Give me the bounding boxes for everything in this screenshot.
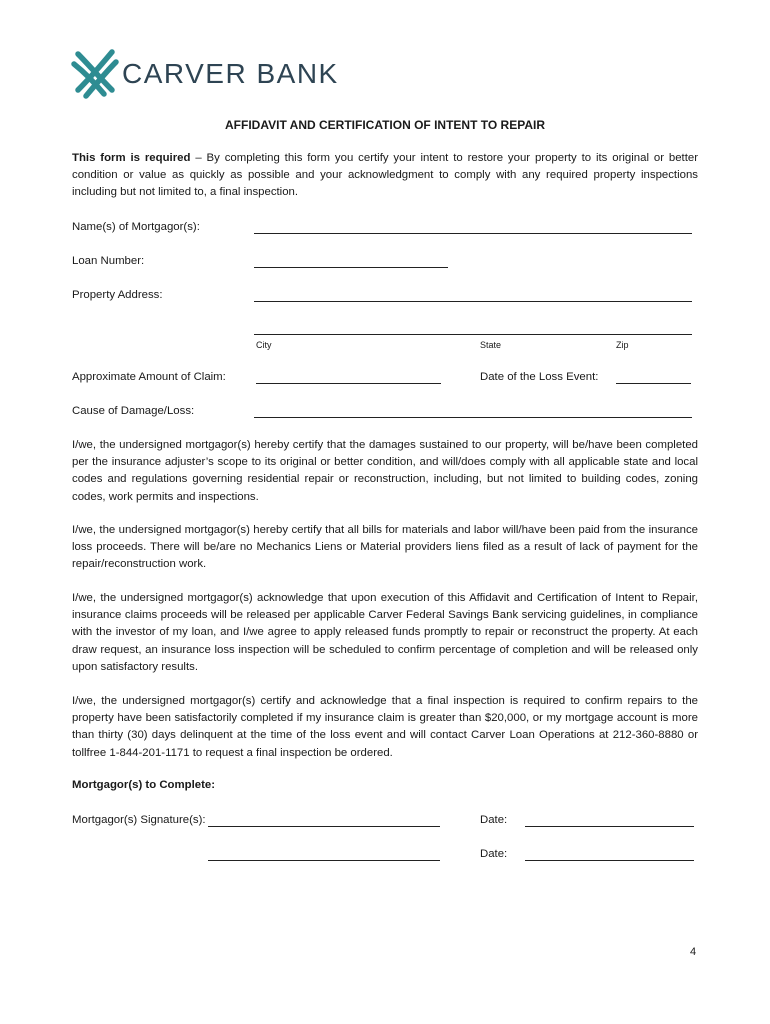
certification-paragraph-1: I/we, the undersigned mortgagor(s) hereby certify that the damages sustained to our property, will be/have been completed per the insurance adjuster’s scope to its original or better condition, and will/does comply with all applicable state and local codes and regulations governing residential repair or reconstruction, including, but not limited to building codes, zoning codes, work permits and inspections. xyxy=(72,439,698,503)
intro-paragraph xyxy=(72,150,698,202)
certification-paragraph-2: I/we, the undersigned mortgagor(s) hereby certify that all bills for materials and labor will/have been paid from the insurance loss proceeds. There will be/are no Mechanics Liens or Material providers liens filed as a result of lack of payment for the repair/reconstruction work. xyxy=(72,524,698,571)
cause-label: Cause of Damage/Loss: xyxy=(72,405,195,417)
date-field-1[interactable] xyxy=(525,826,694,827)
bank-logo xyxy=(70,44,360,100)
city-caption: City xyxy=(256,340,272,350)
date-label-1: Date: xyxy=(480,814,508,826)
property-address-label: Property Address: xyxy=(72,289,163,301)
mortgagor-names-label: Name(s) of Mortgagor(s): xyxy=(72,221,200,233)
certification-paragraph-3: I/we, the undersigned mortgagor(s) acknowledge that upon execution of this Affidavit and Certification of Intent to Repair, insurance claims proceeds will be released per applicable Carver Federal Savings Bank servicing guidelines, in compliance with the investor of my loan, and I/we agree to apply released funds promptly to repair or reconstruct the property. At each draw request, an insurance loss inspection will be scheduled to confirm percentage of completion and will be released only upon satisfactory results. xyxy=(72,592,698,673)
loan-number-field[interactable] xyxy=(254,267,448,268)
loss-date-field[interactable] xyxy=(616,383,691,384)
property-address-line1-field[interactable] xyxy=(254,301,692,302)
signature-label: Mortgagor(s) Signature(s): xyxy=(72,814,206,826)
page-number: 4 xyxy=(690,946,697,958)
loan-number-label: Loan Number: xyxy=(72,255,145,267)
bank-name: CARVER BANK xyxy=(122,58,339,89)
certification-paragraph-4: I/we, the undersigned mortgagor(s) certify and acknowledge that a final inspection is required to confirm repairs to the property have been satisfactorily completed if my insurance claim is greater than $20,000, or my mortgage account is more than thirty (30) days delinquent at the time of the loss event and will contact Carver Loan Operations at 212-360-8880 or tollfree 1-844-201-1171 to request a final inspection be ordered. xyxy=(72,695,698,759)
mortgagor-names-field[interactable] xyxy=(254,233,692,234)
claim-amount-label: Approximate Amount of Claim: xyxy=(72,371,226,383)
property-address-line2-field[interactable] xyxy=(254,334,692,335)
form-title: AFFIDAVIT AND CERTIFICATION OF INTENT TO REPAIR xyxy=(225,118,545,132)
carver-x-logo-icon xyxy=(70,44,120,100)
date-label-2: Date: xyxy=(480,848,508,860)
signature-field-1[interactable] xyxy=(208,826,440,827)
signature-heading: Mortgagor(s) to Complete: xyxy=(72,779,216,791)
date-field-2[interactable] xyxy=(525,860,694,861)
intro-lead: This form is required xyxy=(72,152,191,164)
claim-amount-field[interactable] xyxy=(256,383,441,384)
state-caption: State xyxy=(480,340,502,350)
cause-field[interactable] xyxy=(254,417,692,418)
zip-caption: Zip xyxy=(616,340,629,350)
intro-text: – By completing this form you certify your intent to restore your property to its original or better condition or value as quickly as possible and your acknowledgment to comply with any required property inspections including but not limited to, a final inspection. xyxy=(72,152,698,199)
loss-date-label: Date of the Loss Event: xyxy=(480,371,599,383)
signature-field-2[interactable] xyxy=(208,860,440,861)
